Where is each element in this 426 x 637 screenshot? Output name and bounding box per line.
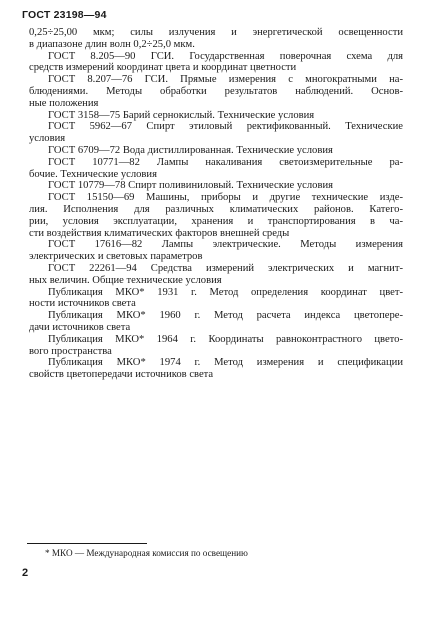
document-header: ГОСТ 23198—94 [22, 9, 107, 21]
text-line: ГОСТ 3158—75 Барий сернокислый. Технические условия [48, 109, 315, 121]
references-body [29, 27, 403, 381]
text-line: электрических и световых параметров [29, 251, 203, 263]
text-line: средств измерений координат цвета и координат цветности [29, 62, 297, 74]
text-line: ности источников света [29, 298, 136, 310]
page-number: 2 [22, 567, 29, 579]
text-line: ГОСТ 17616—82 Лампы электрические. Методы измерения [48, 239, 403, 251]
text-line: Публикация МКО* 1974 г. Метод измерения и спецификации [48, 357, 403, 369]
text-line: условия [29, 133, 66, 145]
text-line: Публикация МКО* 1931 г. Метод определения координат цвет- [48, 286, 403, 298]
text-line: в диапазоне длин волн 0,2÷25,0 мкм. [29, 38, 195, 50]
text-line: ГОСТ 5962—67 Спирт этиловый ректификованный. Технические [48, 121, 403, 133]
text-line: ГОСТ 10771—82 Лампы накаливания светоизмерительные ра- [48, 156, 403, 168]
text-line: сти воздействия климатических факторов внешней среды [29, 227, 290, 239]
text-line: Публикация МКО* 1960 г. Метод расчета индекса цветопере- [48, 310, 403, 322]
text-line: блюдениями. Методы обработки результатов наблюдений. Основ- [29, 85, 403, 97]
text-line: лия. Исполнения для различных климатических районов. Катего- [29, 203, 403, 215]
text-line: свойств цветопередачи источников света [29, 369, 214, 381]
text-line: 0,25÷25,00 мкм; силы излучения и энергетической освещенности [29, 27, 403, 38]
text-line: ные положения [29, 97, 99, 109]
text-line: ГОСТ 6709—72 Вода дистиллированная. Технические условия [48, 144, 333, 156]
text-line: ных величин. Общие технические условия [29, 274, 222, 286]
footnote-divider [27, 543, 147, 544]
text-line: ГОСТ 15150—69 Машины, приборы и другие технические изде- [48, 192, 403, 204]
text-line: ГОСТ 10779—78 Спирт поливиниловый. Технические условия [48, 180, 334, 192]
text-line: рии, условия эксплуатации, хранения и транспортирования в ча- [29, 215, 403, 227]
text-line: ГОСТ 8.207—76 ГСИ. Прямые измерения с многократными на- [48, 74, 403, 86]
text-line: бочие. Технические условия [29, 168, 157, 180]
text-line: дачи источников света [29, 321, 131, 333]
footnote: * МКО — Международная комиссия по освещению [45, 548, 248, 558]
text-line: вого пространства [29, 345, 112, 357]
text-line: ГОСТ 8.205—90 ГСИ. Государственная поверочная схема для [48, 50, 403, 62]
text-line: Публикация МКО* 1964 г. Координаты равноконтрастного цвето- [48, 333, 403, 345]
text-line: ГОСТ 22261—94 Средства измерений электрических и магнит- [48, 262, 403, 274]
